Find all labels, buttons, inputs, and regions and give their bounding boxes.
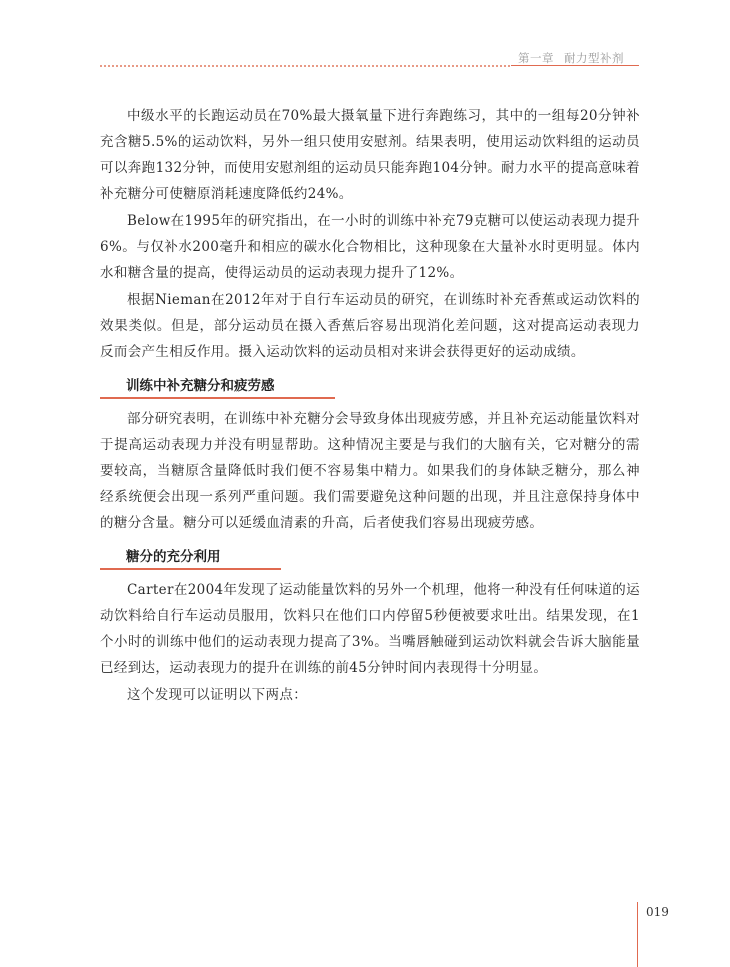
body-paragraph: 根据Nieman在2012年对于自行车运动员的研究，在训练时补充香蕉或运动饮料的效果类似。但是，部分运动员在摄入香蕉后容易出现消化差问题，这对提高运动表现力反而会产生相反作用。摄入运动饮料的运动员相对来讲会获得更好的运动成绩。 [100,292,640,360]
page-number: 019 [646,905,669,919]
section-heading-utilization: 糖分的充分利用 [100,546,281,570]
chapter-title: 耐力型补剂 [564,51,624,65]
footer-margin-rule [637,902,638,967]
body-paragraph: 部分研究表明，在训练中补充糖分会导致身体出现疲劳感，并且补充运动能量饮料对于提高运动表现力并没有明显帮助。这种情况主要是与我们的大脑有关，它对糖分的需要较高，当糖原含量降低时我们便不容易集中精力。如果我们的身体缺乏糖分，那么神经系统便会出现一系列严重问题。我们需要避免这种问题的出现，并且注意保持身体中的糖分含量。糖分可以延缓血清素的升高，后者使我们容易出现疲劳感。 [100,411,640,531]
body-paragraph: Below在1995年的研究指出，在一小时的训练中补充79克糖可以使运动表现力提升6%。与仅补水200毫升和相应的碳水化合物相比，这种现象在大量补水时更明显。体内水和糖含量的提高，使得运动员的运动表现力提升了12%。 [100,213,640,281]
header-dotted-rule [100,65,510,67]
running-header [518,50,624,68]
body-paragraph: 中级水平的长跑运动员在70%最大摄氧量下进行奔跑练习，其中的一组每20分钟补充含糖5.5%的运动饮料，另外一组只使用安慰剂。结果表明，使用运动饮料组的运动员可以奔跑132分钟，而使用安慰剂组的运动员只能奔跑104分钟。耐力水平的提高意味着补充糖分可使糖原消耗速度降低约24%。 [100,108,640,202]
section-heading-fatigue: 训练中补充糖分和疲劳感 [100,375,335,399]
chapter-label: 第一章 [518,51,554,65]
body-paragraph: Carter在2004年发现了运动能量饮料的另外一个机理，他将一种没有任何味道的运动饮料给自行车运动员服用，饮料只在他们口内停留5秒便被要求吐出。结果发现，在1个小时的训练中他们的运动表现力提高了3%。当嘴唇触碰到运动饮料就会告诉大脑能量已经到达，运动表现力的提升在训练的前45分钟时间内表现得十分明显。 [100,582,640,676]
page-body [100,103,640,709]
body-paragraph: 这个发现可以证明以下两点： [127,687,308,703]
